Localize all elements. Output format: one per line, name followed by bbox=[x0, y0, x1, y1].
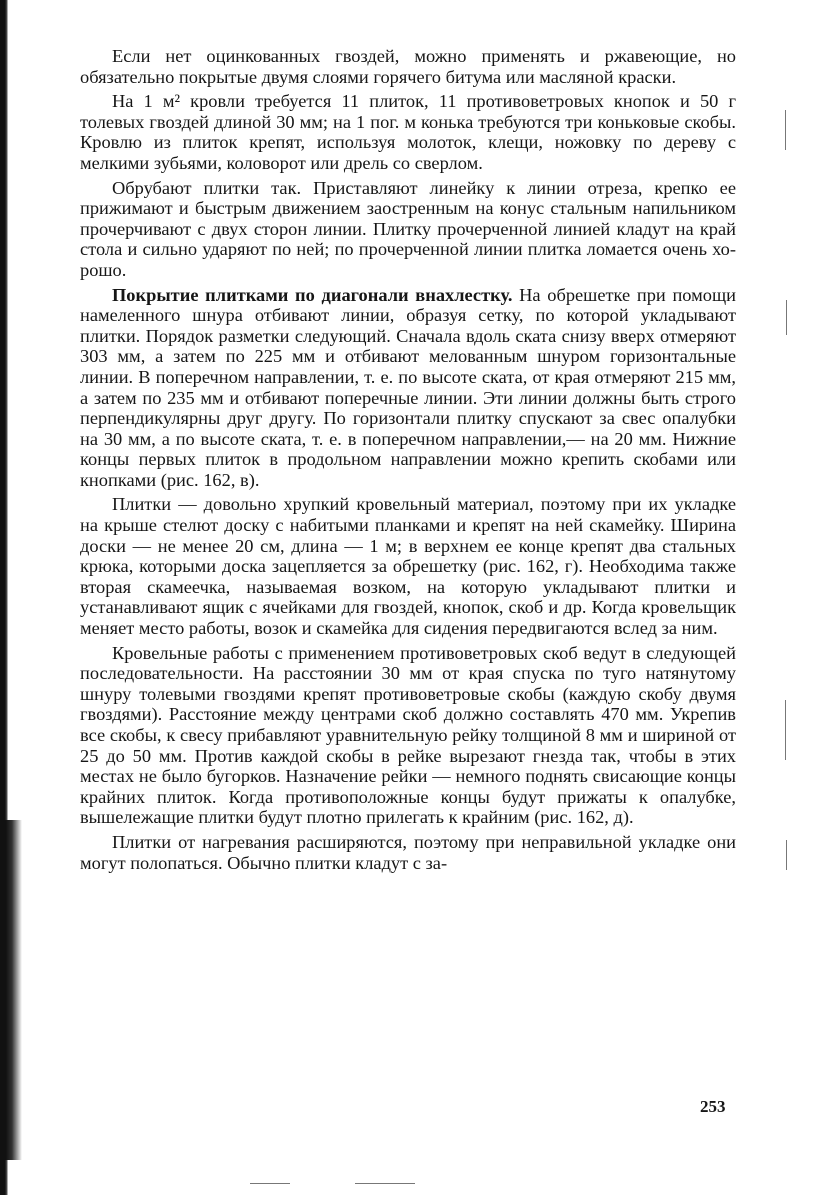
scan-speck bbox=[250, 1183, 290, 1184]
paragraph-3-text: Обрубают плитки так. Приставляют линейку к линии отреза, крепко ее прижимают и быстрым движением заостренным на конус стальным напильником прочерчивают с двух сторон линии. Плитку прочерченной линией кладут на край стола и сильно ударяют по ней; по прочерченной линии плитка ломается очень хорошо. bbox=[80, 177, 736, 280]
paragraph-7-text: Плитки от нагревания расширяются, поэтому при неправильной укладке они могут полопаться. Обычно плитки кладут с за- bbox=[80, 831, 736, 873]
paragraph-1 bbox=[80, 46, 736, 87]
paragraph-5 bbox=[80, 494, 736, 638]
paragraph-4-heading: Покрытие плитками по диагонали внахлестку. bbox=[112, 284, 513, 305]
scan-speck bbox=[785, 700, 786, 760]
paragraph-4-text: На обрешетке при помощи намеленного шнура отбивают линии, образуя сетку, по которой укладывают плитки. Порядок разметки следующий. Сначала вдоль ската снизу вверх отмеряют 303 мм, а затем по 225 мм и отбивают мелованным шнуром горизонтальные линии. В поперечном направлении, т. е. по высоте ската, от края отмеряют 215 мм, а затем по 235 мм и отбивают поперечные линии. Эти линии должны быть строго перпендикулярны друг другу. По горизонтали плитку спускают за свес опалубки на 30 мм, а по высоте ската, т. е. в поперечном направлении,— на 20 мм. Нижние концы первых плиток в продольном направлении можно крепить скобами или кнопками (рис. 162, в). bbox=[80, 284, 736, 490]
paragraph-7 bbox=[80, 832, 736, 873]
paragraph-3 bbox=[80, 178, 736, 281]
scan-speck bbox=[785, 110, 786, 150]
book-spine-shadow-lower bbox=[0, 820, 22, 1160]
scan-speck bbox=[786, 300, 787, 335]
paragraph-1-text: Если нет оцинкованных гвоздей, можно применять и ржавеющие, но обязательно покрытые двумя слоями горячего битума или масляной краски. bbox=[80, 46, 736, 87]
scan-speck bbox=[355, 1183, 415, 1184]
paragraph-6-text: Кровельные работы с применением противоветровых скоб ведут в следующей последовательности. На расстоянии 30 мм от края спуска по туго натянутому шнуру толевыми гвоздями крепят противоветровые скобы (каждую скобу двумя гвоздями). Расстояние между центрами скоб должно составлять 470 мм. Укрепив все скобы, к свесу прибавляют уравнительную рейку толщиной 8 мм и шириной от 25 до 50 мм. Против каждой скобы в рейке вырезают гнезда так, чтобы в этих местах не было бугорков. Назначение рейки — немного поднять свисающие концы крайних плиток. Когда противоположные концы будут прижаты к опалубке, вышележащие плитки будут плотно прилегать к крайним (рис. 162, д). bbox=[80, 642, 736, 828]
page-number: 253 bbox=[700, 1097, 726, 1116]
scan-speck bbox=[786, 840, 787, 870]
paragraph-4 bbox=[80, 285, 736, 491]
main-text bbox=[80, 46, 736, 873]
paragraph-2 bbox=[80, 91, 736, 173]
paragraph-6 bbox=[80, 643, 736, 828]
paragraph-5-text: Плитки — довольно хрупкий кровельный материал, поэтому при их укладке на крыше стелют доску с набитыми планками и крепят на ней скамейку. Ширина доски — не менее 20 см, длина — 1 м; в верхнем ее конце крепят два стальных крюка, которыми доска зацепляется за обрешетку (рис. 162, г). Необходима также вторая скамеечка, называемая возком, на которую укладывают плитки и устанавливают ящик с ячейками для гвоздей, кнопок, скоб и др. Когда кровельщик меняет место работы, возок и скамейка для сидения передвигаются вслед за ним. bbox=[80, 494, 736, 639]
paragraph-2-text: На 1 м² кровли требуется 11 плиток, 11 противоветровых кнопок и 50 г толевых гвоздей длиной 30 мм; на 1 пог. м конька требуются три коньковые скобы. Кровлю из плиток крепят, используя молоток, клещи, ножовку по дереву с мелкими зубьями, коловорот или дрель со сверлом. bbox=[80, 91, 736, 173]
